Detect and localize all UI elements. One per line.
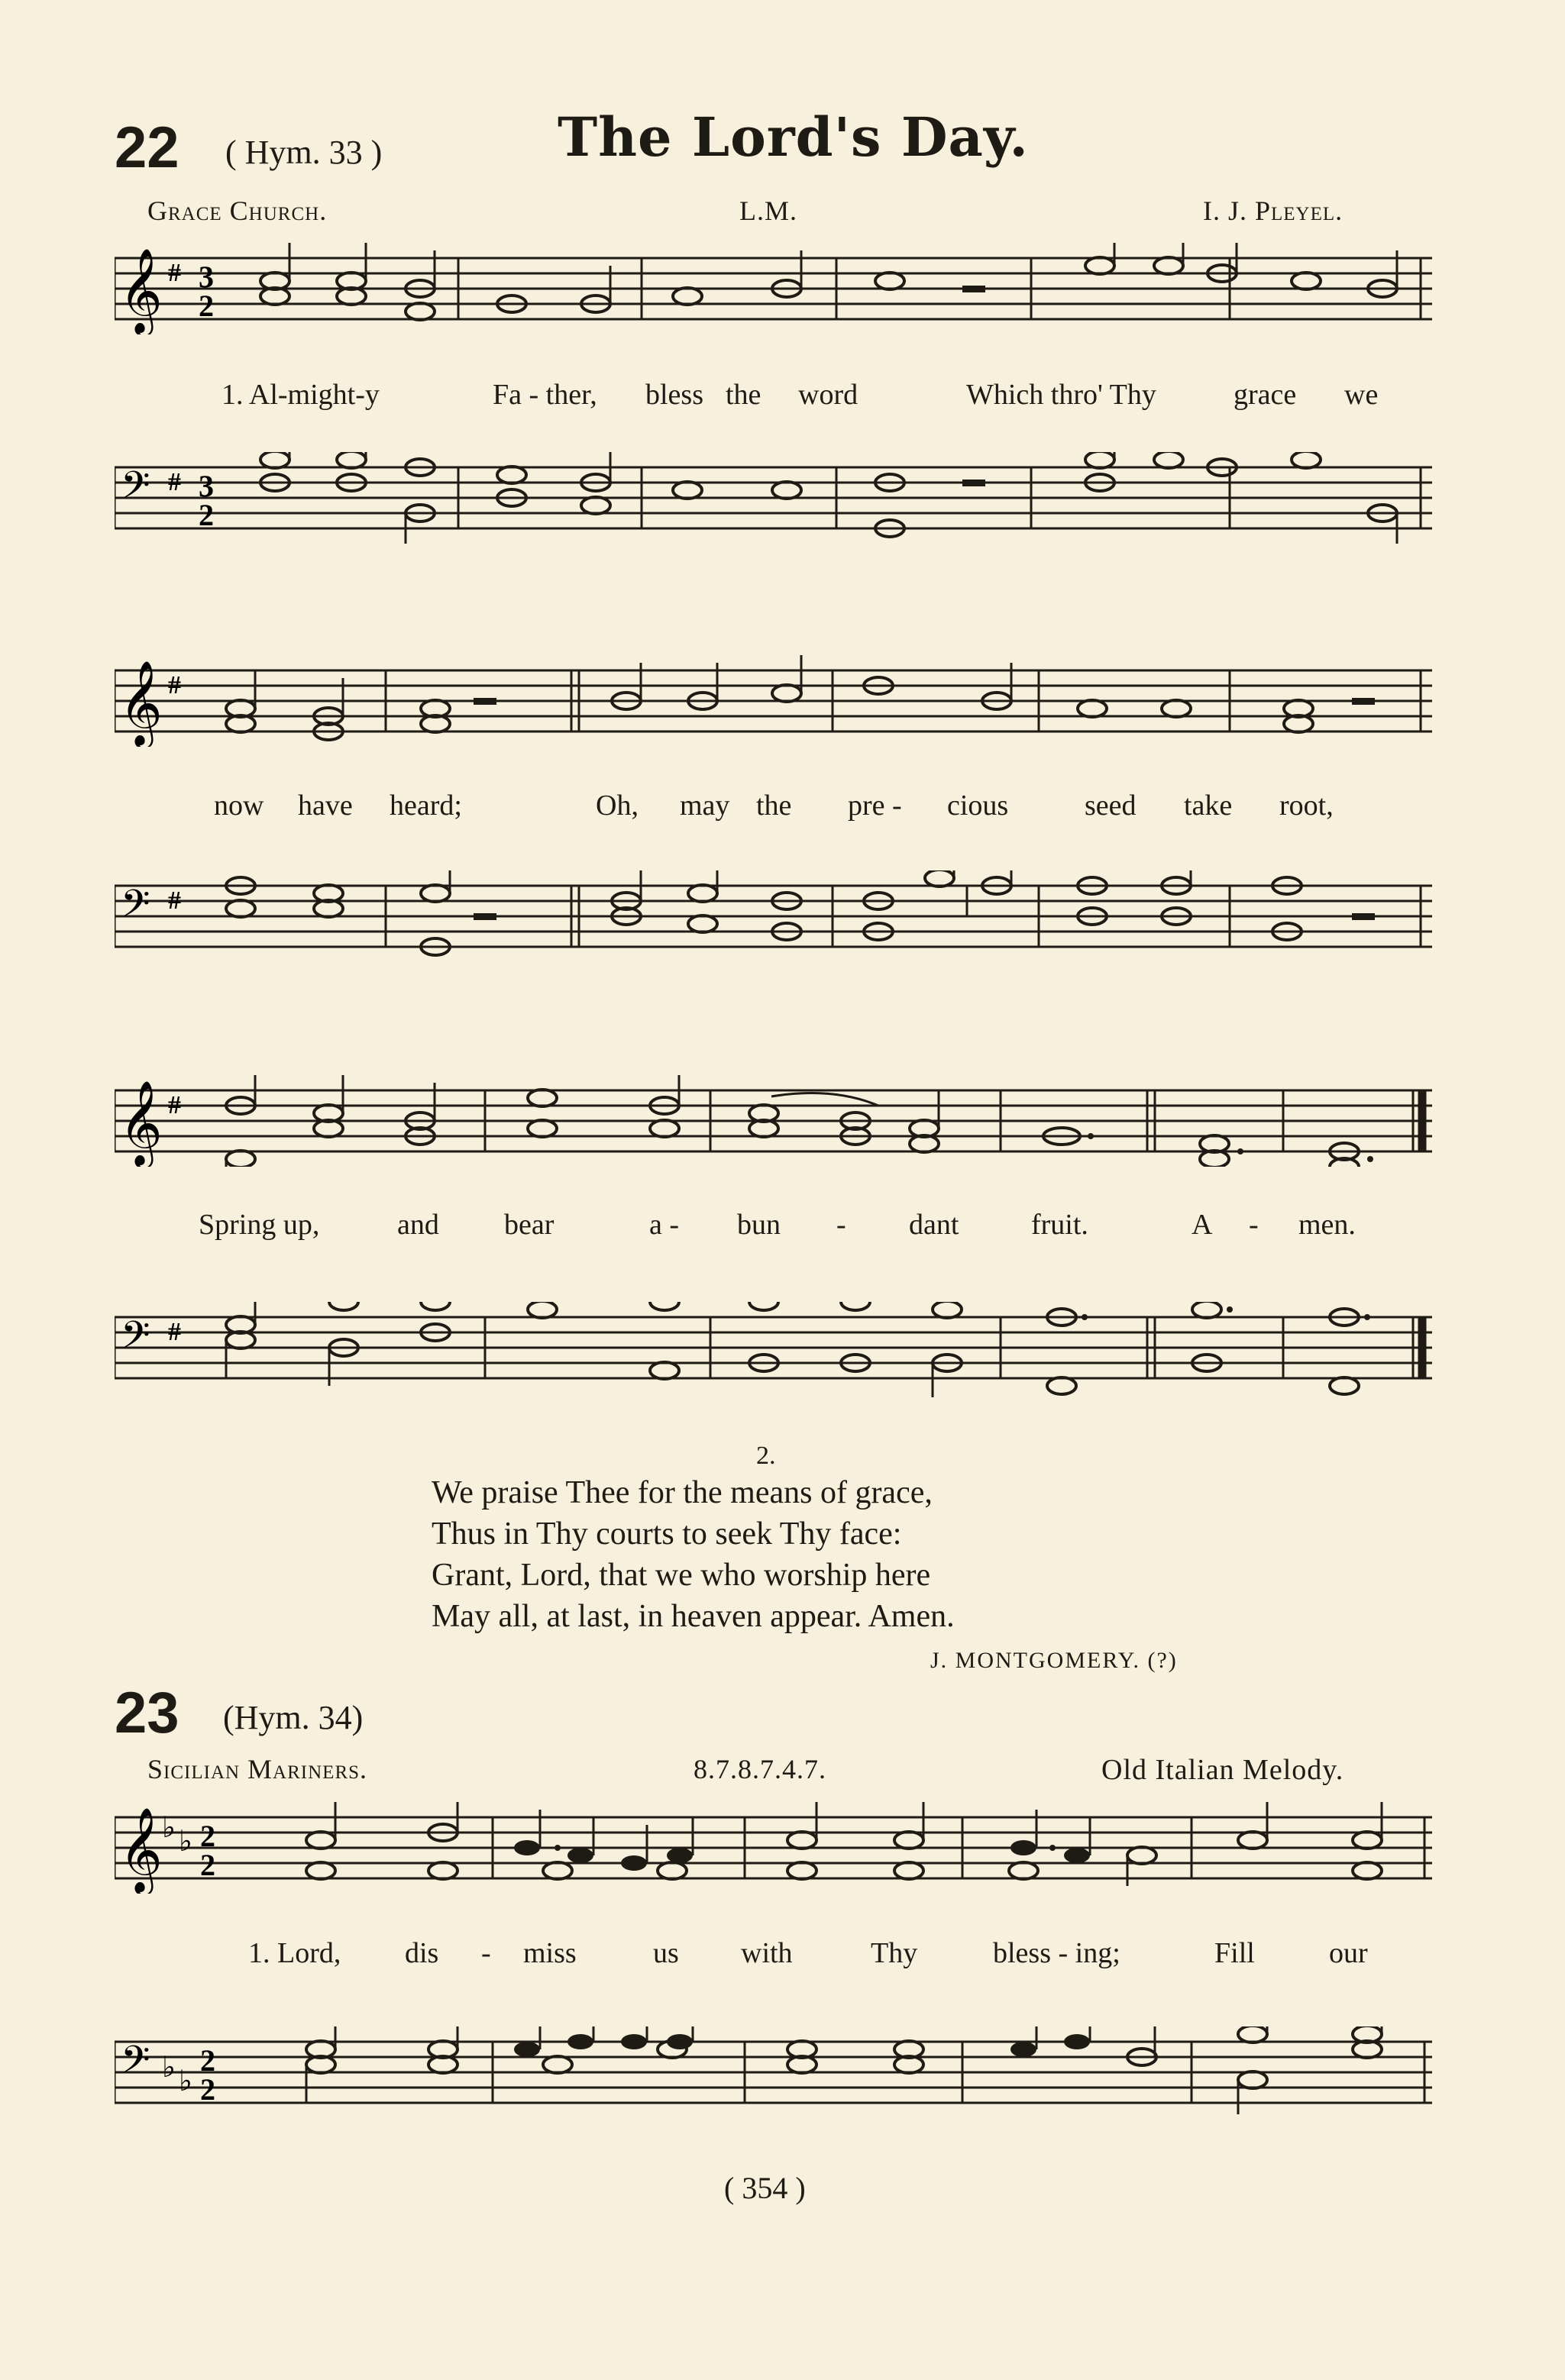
hymn-22-composer: I. J. Pleyel. [1203, 195, 1344, 226]
lyric-word: dis [405, 1937, 439, 1969]
lyric-word: Oh, [596, 790, 639, 822]
lyric-word: dant [909, 1209, 959, 1241]
hymn-23-tune: Sicilian Mariners. [147, 1754, 368, 1784]
svg-text:𝄢: 𝄢 [121, 882, 150, 935]
lyric-word: - [836, 1209, 846, 1241]
treble-staff-system-3 [115, 1075, 1432, 1167]
lyric-word: bear [504, 1209, 555, 1241]
lyric-word: have [298, 790, 353, 822]
svg-text:♭: ♭ [162, 2050, 176, 2084]
svg-text:𝄞: 𝄞 [119, 247, 163, 333]
lyric-word: with [741, 1937, 793, 1969]
verse-line: Grant, Lord, that we who worship here [432, 1558, 931, 1593]
svg-text:𝄞: 𝄞 [119, 1080, 163, 1165]
lyric-word: root, [1279, 790, 1334, 822]
bass-staff-system-4 [115, 2026, 1432, 2126]
svg-text:2: 2 [200, 2072, 215, 2107]
lyric-word: a - [649, 1209, 680, 1241]
lyric-word: bless - ing; [993, 1937, 1120, 1969]
lyric-word: Fa - ther, [493, 379, 597, 411]
hymn-22-author: J. MONTGOMERY. (?) [930, 1648, 1178, 1673]
lyric-word: fruit. [1031, 1209, 1088, 1241]
lyric-word: us [653, 1937, 679, 1969]
svg-text:3: 3 [199, 260, 214, 294]
svg-text:𝄞: 𝄞 [119, 660, 163, 745]
svg-text:𝄞: 𝄞 [119, 1807, 163, 1892]
lyric-word: now [214, 790, 264, 822]
hymn-22-meter: L.M. [739, 195, 797, 226]
lyric-word: the [756, 790, 792, 822]
lyric-word: pre - [848, 790, 902, 822]
lyric-word: grace [1234, 379, 1297, 411]
lyric-word: cious [947, 790, 1009, 822]
hymn-23-number: 23 [115, 1681, 179, 1745]
svg-text:#: # [168, 468, 181, 496]
lyric-word: we [1344, 379, 1379, 411]
svg-text:2: 2 [200, 2043, 215, 2078]
page-title: The Lord's Day. [558, 105, 1029, 169]
lyric-word: - [1249, 1209, 1259, 1241]
hymn-22-number: 22 [115, 115, 179, 180]
lyric-word: 1. Al-might-y [221, 379, 380, 411]
hymn-23-composer: Old Italian Melody. [1101, 1754, 1344, 1786]
lyric-word: - [481, 1937, 491, 1969]
hymn-22-tune: Grace Church. [147, 195, 328, 226]
verse-line: Thus in Thy courts to seek Thy face: [432, 1516, 902, 1552]
lyric-word: men. [1298, 1209, 1356, 1241]
hymn-22-lyrics-line-1 [115, 378, 1432, 416]
lyric-word: word [798, 379, 858, 411]
lyric-word: may [680, 790, 730, 822]
svg-text:#: # [168, 1318, 181, 1346]
hymn-23-lyrics-line-1 [115, 1936, 1432, 1975]
page-number: ( 354 ) [724, 2171, 806, 2205]
svg-text:♭: ♭ [162, 1810, 176, 1844]
svg-text:♭: ♭ [179, 2064, 192, 2097]
treble-staff-system-4 [115, 1802, 1432, 1894]
svg-text:𝄢: 𝄢 [121, 1313, 150, 1367]
lyric-word: take [1184, 790, 1233, 822]
svg-text:2: 2 [199, 498, 214, 532]
svg-text:#: # [168, 671, 181, 699]
verse-line: May all, at last, in heaven appear. Amen. [432, 1599, 955, 1634]
hymn-23-ref: (Hym. 34) [223, 1699, 364, 1736]
lyric-word: Spring up, [199, 1209, 320, 1241]
lyric-word: seed [1085, 790, 1137, 822]
svg-text:2: 2 [200, 1819, 215, 1853]
lyric-word: our [1329, 1937, 1368, 1969]
bass-staff-system-2 [115, 870, 1432, 962]
verse-line: We praise Thee for the means of grace, [432, 1475, 933, 1510]
hymn-22-lyrics-line-2 [115, 789, 1432, 827]
treble-staff-system-1 [115, 243, 1432, 334]
lyric-word: and [397, 1209, 439, 1241]
verse-number: 2. [756, 1442, 776, 1470]
bass-staff-system-3 [115, 1302, 1432, 1401]
lyric-word: A [1192, 1209, 1213, 1241]
svg-text:♭: ♭ [179, 1824, 192, 1858]
lyric-word: Which thro' Thy [966, 379, 1156, 411]
lyric-word: Thy [871, 1937, 918, 1969]
svg-text:#: # [168, 1091, 181, 1119]
lyric-word: bun [737, 1209, 781, 1241]
lyric-word: bless [645, 379, 703, 411]
svg-text:𝄢: 𝄢 [121, 2038, 150, 2091]
treble-staff-system-2 [115, 655, 1432, 747]
bass-staff-system-1 [115, 452, 1432, 544]
lyric-word: the [726, 379, 761, 411]
lyric-word: Fill [1214, 1937, 1255, 1969]
svg-text:2: 2 [199, 289, 214, 323]
lyric-word: miss [523, 1937, 577, 1969]
svg-text:2: 2 [200, 1848, 215, 1882]
hymn-22-ref: ( Hym. 33 ) [225, 134, 383, 171]
lyric-word: heard; [390, 790, 462, 822]
svg-text:#: # [168, 886, 181, 915]
hymn-22-lyrics-line-3 [115, 1208, 1432, 1246]
svg-text:#: # [168, 259, 181, 287]
svg-text:𝄢: 𝄢 [121, 463, 150, 517]
svg-text:3: 3 [199, 469, 214, 503]
hymn-23-meter: 8.7.8.7.4.7. [694, 1754, 826, 1784]
lyric-word: 1. Lord, [248, 1937, 341, 1969]
